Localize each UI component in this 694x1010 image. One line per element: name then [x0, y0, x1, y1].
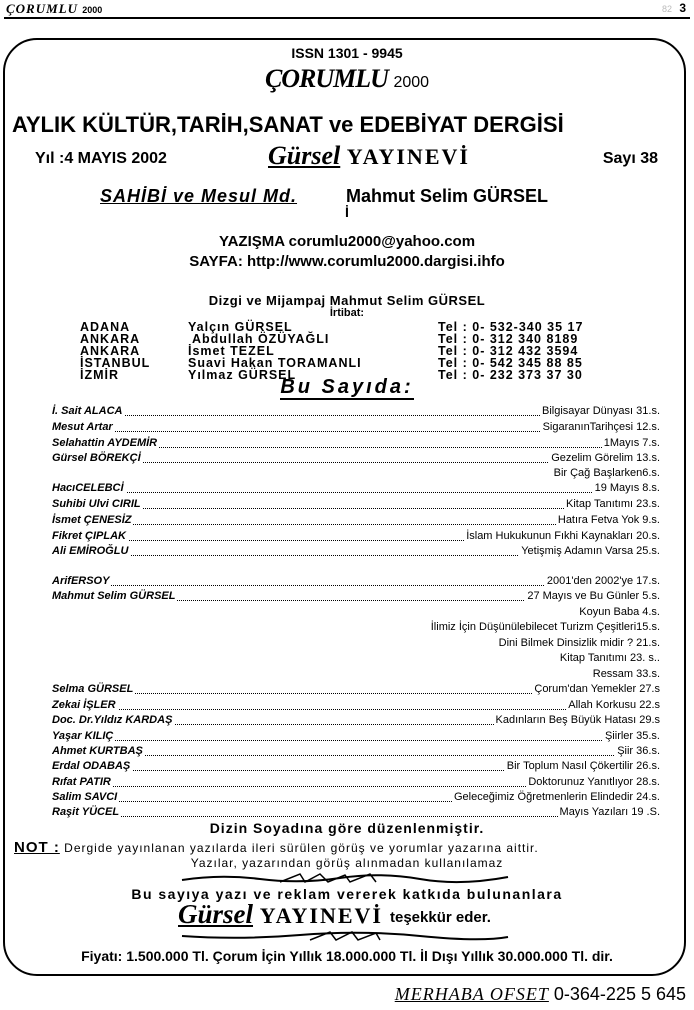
toc-title: 2001'den 2002'ye 17.s.: [546, 575, 660, 587]
toc-title: SigaranınTarihçesi 12.s.: [542, 421, 660, 433]
contents-heading-text: Bu Sayıda:: [280, 376, 414, 398]
toc-title: Şiir 36.s.: [617, 745, 660, 757]
toc-author: Rıfat PATIR: [52, 776, 111, 788]
publisher-name-bottom: Gürsel: [178, 899, 254, 929]
publisher-word: YAYINEVİ: [346, 144, 470, 169]
toc-title: 1Mayıs 7.s.: [603, 437, 660, 449]
running-header-name: ÇORUMLU: [6, 1, 79, 16]
toc-title: Bir Toplum Nasıl Çökertilir 26.s.: [506, 760, 660, 772]
toc-title: Dini Bilmek Dinsizlik midir ? 21.s.: [498, 637, 660, 649]
contact-phone: Tel : 0- 312 432 3594: [438, 344, 579, 358]
toc-title: 19 Mayıs 8.s.: [594, 482, 660, 494]
toc-entry: [52, 791, 660, 807]
toc-author: Mahmut Selim GÜRSEL: [52, 590, 176, 602]
toc-title: Kitap Tanıtımı 23.s.: [566, 498, 660, 510]
contact-phone: Tel : 0- 312 340 8189: [438, 332, 579, 346]
running-header-title: [6, 1, 102, 17]
toc-entry: [52, 437, 660, 453]
contact-name: İsmet TEZEL: [188, 344, 275, 358]
toc-title: Kitap Tanıtımı 23. s..: [559, 652, 660, 664]
logo-year: 2000: [393, 74, 430, 91]
owner-name: Mahmut Selim GÜRSEL: [346, 186, 549, 206]
toc-title: İlimiz İçin Düşünülebilecet Turizm Çeşitleri15.s.: [430, 621, 660, 633]
toc-author: Selahattin AYDEMİR: [52, 437, 158, 449]
toc-entry: [52, 621, 660, 637]
toc-entry: [52, 467, 660, 483]
thanks-text: teşekkür eder.: [390, 909, 491, 926]
toc-entry: [52, 530, 660, 546]
toc-title: Allah Korkusu 22.s: [568, 699, 660, 711]
running-header-year: 2000: [82, 5, 103, 15]
toc-author: Gürsel BÖREKÇİ: [52, 452, 141, 464]
header-rule: [4, 17, 690, 19]
toc-author: Doc. Dr.Yıldız KARDAŞ: [52, 714, 173, 726]
contact-name: Suavi Hakan TORAMANLI: [188, 356, 362, 370]
toc-entry: [52, 714, 660, 730]
toc-title: 27 Mayıs ve Bu Günler 5.s.: [527, 590, 660, 602]
toc-author: Erdal ODABAŞ: [52, 760, 131, 772]
toc-title: Yetişmiş Adamın Varsa 25.s.: [521, 545, 660, 557]
toc-author: ArifERSOY: [52, 575, 110, 587]
toc-entry: [52, 652, 660, 668]
printer-name: MERHABA OFSET: [394, 984, 549, 1004]
contact-name: Abdullah ÖZÜYAĞLI: [192, 332, 330, 346]
toc-title: Koyun Baba 4.s.: [579, 606, 660, 618]
leader-dots: [52, 492, 660, 493]
toc-title: Mayıs Yazıları 19 .S.: [559, 806, 660, 818]
toc-entry: [52, 776, 660, 792]
toc-title: Kadınların Beş Büyük Hatası 29.s: [495, 714, 660, 726]
contact-heading: İrtibat:: [329, 307, 365, 319]
toc-entry: [52, 745, 660, 761]
toc-author: Zekai İŞLER: [52, 699, 116, 711]
printer-footer: [395, 984, 686, 1005]
toc-entry: [52, 575, 660, 591]
toc-entry: [52, 482, 660, 498]
toc-author: Selma GÜRSEL: [52, 683, 134, 695]
page-number-block: [662, 1, 686, 15]
toc-author: Fikret ÇIPLAK: [52, 530, 126, 542]
toc-title: Ressam 33.s.: [592, 668, 660, 680]
magazine-subtitle: AYLIK KÜLTÜR,TARİH,SANAT ve EDEBİYAT DERGİSİ: [12, 112, 564, 137]
toc-entry: [52, 668, 660, 684]
disclaimer-note: [14, 839, 539, 856]
contact-city: ANKARA: [80, 332, 141, 346]
toc-entry: [52, 683, 660, 699]
toc-author: Raşit YÜCEL: [52, 806, 120, 818]
toc-author: Suhibi Ulvi CIRIL: [52, 498, 141, 510]
printer-phone: 0-364-225 5 645: [553, 984, 686, 1004]
toc-author: HacıCELEBCİ: [52, 482, 124, 494]
toc-entry: [52, 545, 660, 561]
note-label: NOT :: [14, 839, 60, 856]
toc-entry: [52, 498, 660, 514]
toc-author: Ali EMİROĞLU: [52, 545, 129, 557]
toc-entry: [52, 606, 660, 622]
publisher-name: Gürsel: [268, 141, 341, 170]
contact-name: Yılmaz GÜRSEL: [188, 368, 297, 382]
toc-entry: [52, 452, 660, 468]
toc-entry: [52, 637, 660, 653]
owner-label: SAHİBİ ve Mesul Md.: [100, 186, 298, 206]
toc-entry: [52, 699, 660, 715]
contact-phone: Tel : 0- 532-340 35 17: [438, 320, 584, 334]
publisher-logo: [268, 141, 470, 171]
price-line: Fiyatı: 1.500.000 Tl. Çorum İçin Yıllık 18.000.000 Tl. İl Dışı Yıllık 30.000.000 Tl. dir.: [81, 948, 613, 964]
toc-author: Salim SAVCI: [52, 791, 118, 803]
contact-email: YAZIŞMA corumlu2000@yahoo.com: [218, 233, 476, 250]
toc-author: Yaşar KILIÇ: [52, 730, 114, 742]
toc-title: Şiirler 35.s.: [604, 730, 660, 742]
publisher-word-bottom: YAYINEVİ: [259, 903, 383, 928]
note-text-2: Yazılar, yazarından görüş alınmadan kullanılamaz: [190, 856, 504, 870]
ornament-bottom: [180, 930, 510, 942]
toc-entry: [52, 760, 660, 776]
year-info: Yıl :4 MAYIS 2002: [35, 150, 167, 167]
contact-city: İZMİR: [80, 368, 120, 382]
toc-title: Gezelim Görelim 13.s.: [551, 452, 660, 464]
publisher-logo-bottom: [178, 899, 383, 930]
contact-name: Yalçın GÜRSEL: [188, 320, 293, 334]
contact-phone: Tel : 0- 232 373 37 30: [438, 368, 583, 382]
issn: ISSN 1301 - 9945: [291, 45, 403, 61]
toc-title: Hatıra Fetva Yok 9.s.: [557, 514, 660, 526]
toc-entry: [52, 514, 660, 530]
contact-website: SAYFA: http://www.corumlu2000.dargisi.ihfo: [189, 253, 505, 270]
contact-city: ANKARA: [80, 344, 141, 358]
toc-author: İ. Sait ALACA: [52, 405, 123, 417]
toc-entry: [52, 730, 660, 746]
toc-author: Mesut Artar: [52, 421, 113, 433]
issue-number: Sayı 38: [602, 150, 658, 167]
contact-city: ADANA: [80, 320, 131, 334]
typesetting-credit: Dizgi ve Mijampaj Mahmut Selim GÜRSEL: [208, 293, 486, 308]
ornament-top: [180, 872, 510, 884]
index-note: Dizin Soyadına göre düzenlenmiştir.: [209, 820, 485, 836]
toc-title: Bir Çağ Başlarken6.s.: [553, 467, 660, 479]
note-text: Dergide yayınlanan yazılarda ileri sürülen görüş ve yorumlar yazarına aittir.: [64, 841, 539, 855]
page-number: 3: [679, 1, 686, 15]
owner-stray-letter: İ: [345, 204, 349, 220]
contribution-thanks-line: Bu sayıya yazı ve reklam vererek katkıda bulunanlara: [131, 886, 563, 902]
toc-title: İslam Hukukunun Fıkhi Kaynakları 20.s.: [466, 530, 660, 542]
toc-title: Geleceğimiz Öğretmenlerin Elindedir 24.s.: [453, 791, 660, 803]
logo-text: ÇORUMLU: [264, 64, 388, 93]
toc-title: Çorum'dan Yemekler 27.s: [534, 683, 660, 695]
faint-page-mark: 82: [661, 4, 672, 14]
magazine-logo: [0, 64, 694, 94]
leader-dots: [52, 740, 660, 741]
toc-entry: [52, 421, 660, 437]
toc-entry: [52, 405, 660, 421]
toc-title: Doktorunuz Yanıtlıyor 28.s.: [528, 776, 660, 788]
toc-author: Ahmet KURTBAŞ: [52, 745, 143, 757]
contact-city: İSTANBUL: [80, 356, 151, 370]
contact-phone: Tel : 0- 542 345 88 85: [438, 356, 583, 370]
contents-heading: [0, 376, 694, 399]
toc-title: Bilgisayar Dünyası 31.s.: [542, 405, 660, 417]
toc-entry: [52, 590, 660, 606]
toc-author: İsmet ÇENESİZ: [52, 514, 132, 526]
